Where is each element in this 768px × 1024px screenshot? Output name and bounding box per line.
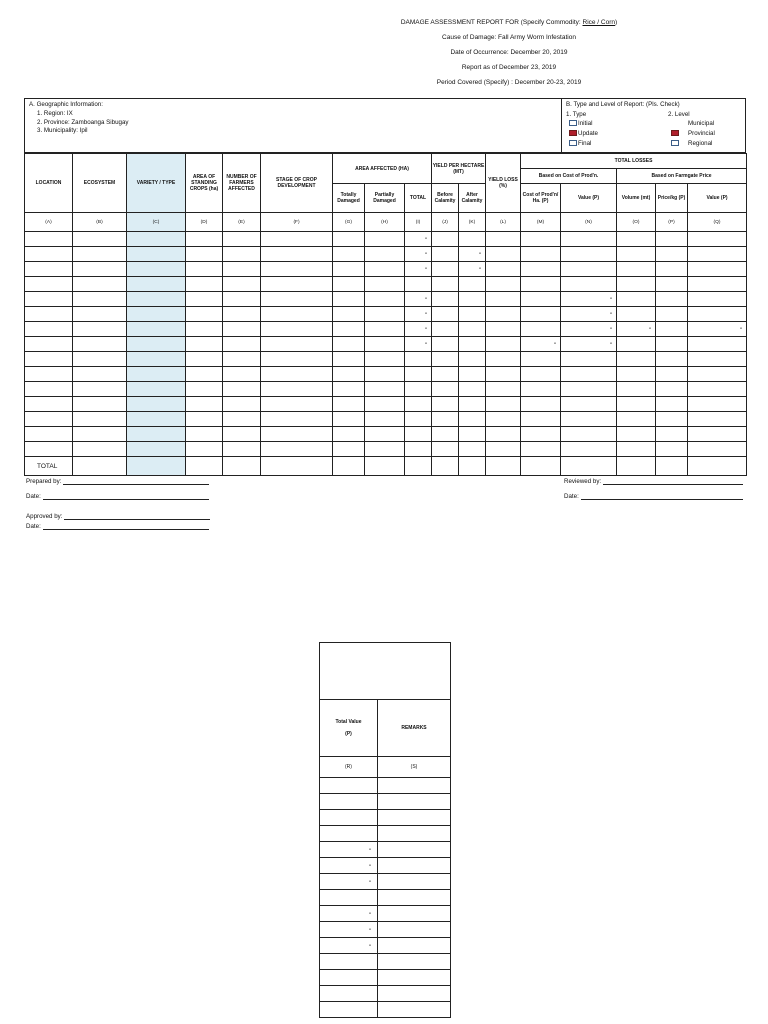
level-municipal-option[interactable]: Municipal <box>671 120 714 128</box>
geo-province: 2. Province: Zamboanga Sibugay <box>37 118 129 126</box>
col-yield-loss: YIELD LOSS (%) <box>486 154 521 213</box>
checked-checkbox-icon[interactable] <box>569 130 577 136</box>
checked-checkbox-icon[interactable] <box>671 130 679 136</box>
table-row <box>25 352 747 367</box>
col-before: Before Calamity <box>432 184 459 213</box>
level-regional-option[interactable]: Regional <box>671 140 712 148</box>
col-based-farmgate: Based on Farmgate Price <box>617 169 747 184</box>
reviewed-date: Date: <box>564 493 743 500</box>
info-box <box>24 98 746 153</box>
table-row <box>320 890 451 906</box>
table-row: - - <box>25 262 747 277</box>
table-row <box>320 970 451 986</box>
table-row <box>320 986 451 1002</box>
col-ecosystem: ECOSYSTEM <box>73 154 127 213</box>
table-row <box>320 954 451 970</box>
approved-by: Approved by: <box>26 513 210 520</box>
table-row <box>25 427 747 442</box>
table-row: - - - - <box>25 322 747 337</box>
col-value-q: Value (P) <box>688 184 747 213</box>
approved-date-line[interactable] <box>43 523 209 530</box>
level-label: 2. Level <box>668 111 690 118</box>
table-row: - - - <box>25 337 747 352</box>
table-row: - <box>320 922 451 938</box>
prepared-date-line[interactable] <box>43 493 209 500</box>
col-after: After Calamity <box>459 184 486 213</box>
table-row: - <box>320 858 451 874</box>
col-stage: STAGE OF CROP DEVELOPMENT <box>261 154 333 213</box>
col-based-cost: Based on Cost of Prod'n. <box>521 169 617 184</box>
table-row: - <box>320 938 451 954</box>
table-row <box>320 810 451 826</box>
col-area-standing: AREA OF STANDING CROPS (ha) <box>186 154 223 213</box>
col-farmers: NUMBER OF FARMERS AFFECTED <box>223 154 261 213</box>
col-cost-prod: Cost of Prod'n/ Ha. (P) <box>521 184 561 213</box>
period-covered: Period Covered (Specify) : December 20-23, 2019 <box>436 79 582 86</box>
type-update-option[interactable]: Update <box>569 130 598 138</box>
prepared-by: Prepared by: <box>26 478 209 485</box>
approved-by-line[interactable] <box>64 513 210 520</box>
level-provincial-option[interactable]: Provincial <box>671 130 715 138</box>
col-value-n: Value (P) <box>561 184 617 213</box>
col-yield-per-ha: YIELD PER HECTARE (MT) <box>432 154 486 184</box>
cause-of-damage: Cause of Damage: Fall Army Worm Infestation <box>442 34 576 41</box>
report-type-box <box>561 99 748 152</box>
table-row <box>25 397 747 412</box>
checkbox-icon[interactable] <box>569 140 577 146</box>
table-row <box>320 794 451 810</box>
checkbox-icon[interactable] <box>671 140 679 146</box>
total-label: TOTAL <box>25 457 73 476</box>
col-remarks: REMARKS <box>378 700 451 757</box>
col-variety: VARIETY / TYPE <box>127 154 186 213</box>
col-total-losses: TOTAL LOSSES <box>521 154 747 169</box>
col-location: LOCATION <box>25 154 73 213</box>
table-row <box>320 1002 451 1018</box>
approved-date: Date: <box>26 523 209 530</box>
table-row: - <box>320 842 451 858</box>
table-row <box>25 442 747 457</box>
geo-municipality: 3. Municipality: Ipil <box>37 127 88 135</box>
col-partially: Partially Damaged <box>365 184 405 213</box>
report-type-heading: B. Type and Level of Report: (Pls. Check) <box>566 101 680 108</box>
column-letters-row: (A) (B) (C) (D) (E) (F) (G) (H) (I) (J) (K) (L) (M) (N) (O) (P) (Q) <box>25 213 747 232</box>
total-row <box>25 457 747 476</box>
table-row <box>320 778 451 794</box>
report-as-of: Report as of December 23, 2019 <box>461 64 557 71</box>
date-of-occurrence: Date of Occurrence: December 20, 2019 <box>450 49 568 56</box>
reviewed-by-line[interactable] <box>603 478 743 485</box>
col-total-value: Total Value (P) <box>320 700 378 757</box>
col-total: TOTAL <box>405 184 432 213</box>
table-row: - - <box>25 292 747 307</box>
geo-heading: A. Geographic Information: <box>29 101 103 108</box>
table-row <box>25 277 747 292</box>
col-price-kg: Price/kg (P) <box>656 184 688 213</box>
commodity-value: Rice / Corn <box>582 19 616 26</box>
type-final-option[interactable]: Final <box>569 140 591 148</box>
table-row: - <box>320 874 451 890</box>
report-title: DAMAGE ASSESSMENT REPORT FOR (Specify Commodity: Rice / Corn) <box>400 19 618 26</box>
col-volume: Volume (mt) <box>617 184 656 213</box>
table-row: - - <box>25 307 747 322</box>
table-row <box>25 412 747 427</box>
prepared-by-line[interactable] <box>63 478 209 485</box>
type-initial-option[interactable]: Initial <box>569 120 592 128</box>
continuation-table: Total Value (P) REMARKS (R) (S) - - - - - - <box>319 642 451 1018</box>
table-row: - <box>320 906 451 922</box>
reviewed-by: Reviewed by: <box>564 478 743 485</box>
geographic-info <box>29 101 129 136</box>
damage-table <box>24 153 747 476</box>
geo-region: 1. Region: IX <box>37 109 73 117</box>
col-area-affected: AREA AFFECTED (HA) <box>333 154 432 184</box>
checkbox-icon[interactable] <box>569 120 577 126</box>
type-label: 1. Type <box>566 111 587 118</box>
checkbox-icon[interactable] <box>671 120 679 126</box>
table-row <box>25 367 747 382</box>
reviewed-date-line[interactable] <box>581 493 743 500</box>
table-row <box>320 826 451 842</box>
table-row: - <box>25 232 747 247</box>
table-row <box>25 382 747 397</box>
col-totally: Totally Damaged <box>333 184 365 213</box>
table-row: - - <box>25 247 747 262</box>
prepared-date: Date: <box>26 493 209 500</box>
